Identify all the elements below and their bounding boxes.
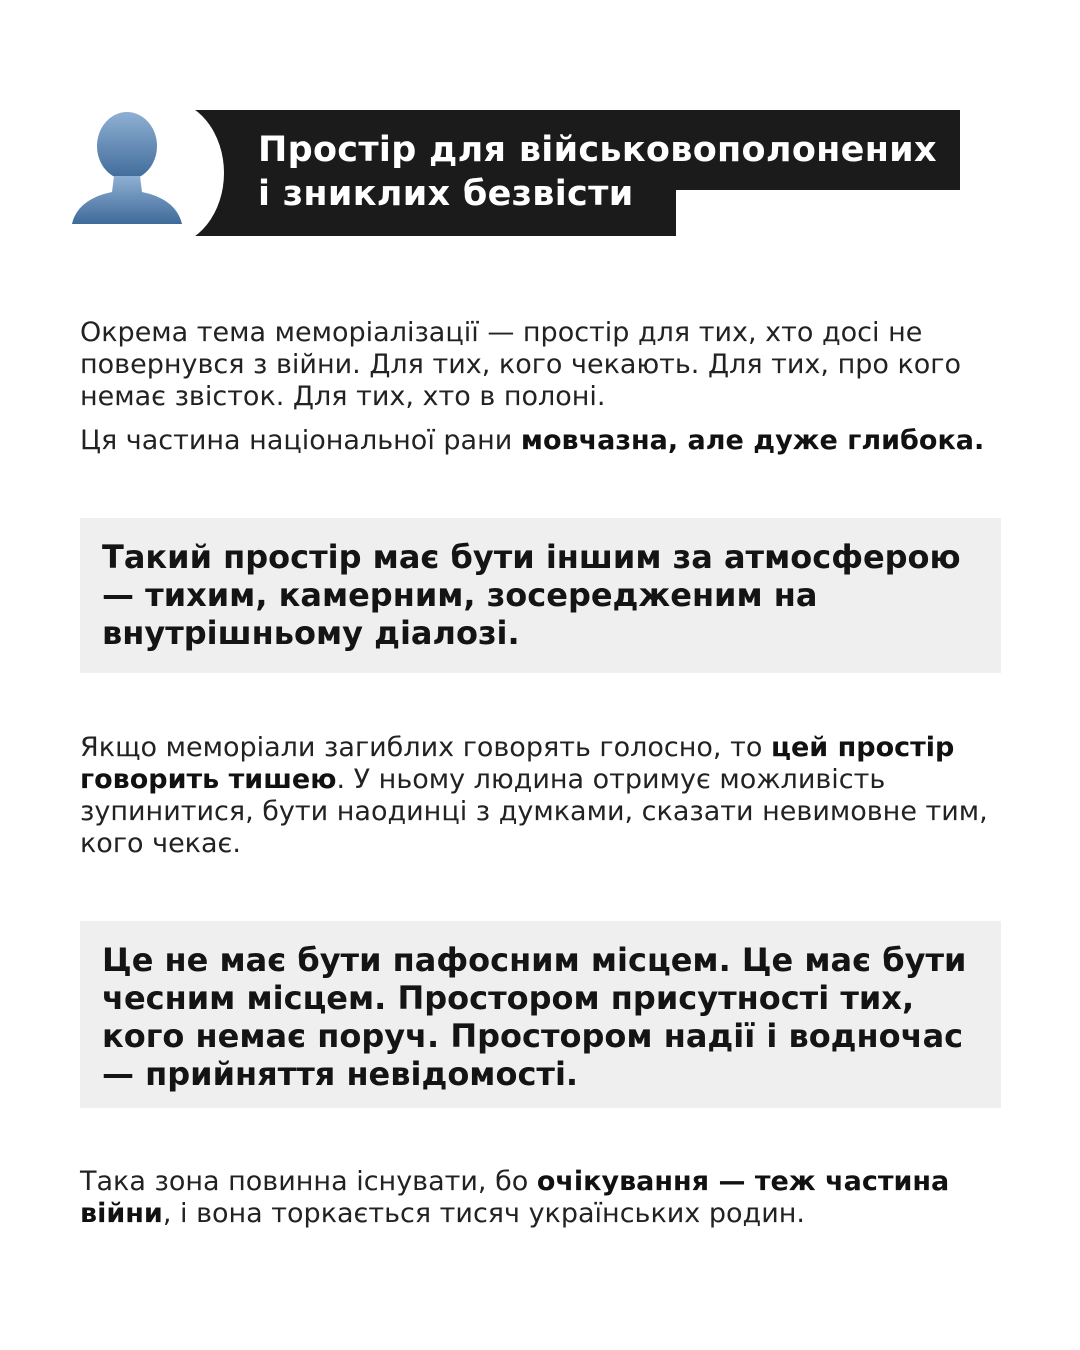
person-silhouette-icon <box>66 110 188 228</box>
callout-1-text: Такий простір має бути іншим за атмосферою — тихим, камерним, зосередженим на внутрішньому діалозі. <box>102 538 961 652</box>
middle-text-1: Якщо меморіали загиблих говорять голосно, то <box>80 732 771 763</box>
middle-text-2: . У ньому людина отримує можливість зупинитися, бути наодинці з думками, сказати невимовне тим, кого чекає. <box>80 764 988 859</box>
title-line-2: і зниклих безвісти <box>258 174 634 214</box>
closing-bold: очікування — теж частина війни <box>80 1166 950 1229</box>
middle-bold: цей простір говорить тишею <box>80 732 955 795</box>
intro-emphasis-text: Ця частина національної рани <box>80 425 521 456</box>
header <box>0 0 1080 260</box>
intro-emphasis-paragraph <box>80 425 1010 457</box>
page-title <box>258 128 958 216</box>
closing-text-1: Така зона повинна існувати, бо <box>80 1166 537 1197</box>
title-line-1: Простір для військовополонених <box>258 130 937 170</box>
closing-text-2: , і вона торкається тисяч українських родин. <box>162 1198 805 1229</box>
middle-paragraph <box>80 732 1010 860</box>
intro-paragraph: Окрема тема меморіалізації — простір для тих, хто досі не повернувся з війни. Для тих, кого чекають. Для тих, про кого немає звісток. Для тих, хто в полоні. <box>80 317 961 412</box>
callout-box-1 <box>80 518 1001 673</box>
callout-2-text: Це не має бути пафосним місцем. Це має бути чесним місцем. Простором присутності тих, кого немає поруч. Простором надії і водночас — прийняття невідомості. <box>102 941 967 1093</box>
closing-paragraph <box>80 1166 1010 1230</box>
intro-emphasis-bold: мовчазна, але дуже глибока. <box>520 425 985 456</box>
callout-box-2 <box>80 921 1001 1108</box>
